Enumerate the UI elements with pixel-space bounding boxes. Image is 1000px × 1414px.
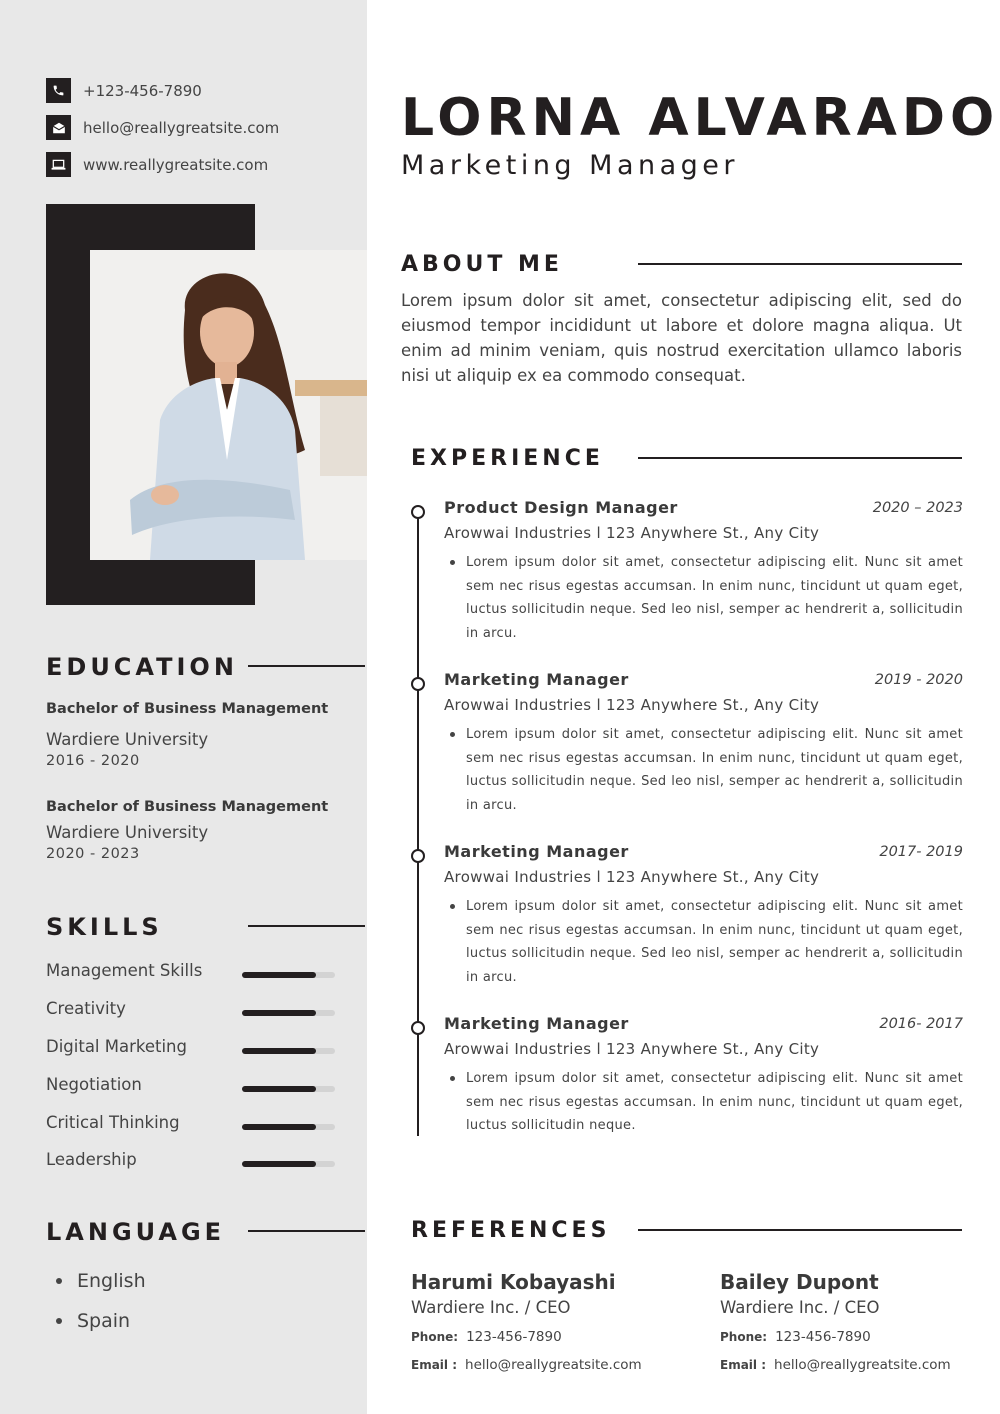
edu-school: Wardiere University xyxy=(46,823,209,842)
edu-school: Wardiere University xyxy=(46,730,209,749)
skill-row xyxy=(46,1113,336,1137)
reference-company: Wardiere Inc. / CEO xyxy=(720,1298,880,1317)
edu-degree: Bachelor of Business Management xyxy=(46,799,329,815)
reference-phone-row xyxy=(411,1329,661,1345)
language-item xyxy=(56,1310,130,1332)
skill-name: Negotiation xyxy=(46,1075,142,1094)
references-divider xyxy=(638,1229,962,1231)
email-label: Email : xyxy=(411,1358,458,1372)
skill-bar-fill xyxy=(242,1086,316,1092)
reference-email-row xyxy=(411,1357,661,1373)
phone-label: Phone: xyxy=(411,1330,459,1344)
job-company: Arowwai Industries l 123 Anywhere St., Any City xyxy=(444,696,820,714)
bullet-icon xyxy=(450,904,455,909)
contact-phone: +123-456-7890 xyxy=(83,81,202,100)
references-title: REFERENCES xyxy=(411,1218,611,1243)
job-description: Lorem ipsum dolor sit amet, consectetur adipiscing elit. Nunc sit amet sem nec risus egestas accumsan. In enim nunc, tincidunt ut quam eget, luctus sollicitudin neque. Sed leo nisl, semper ac hendrerit a, sollicitudin in arcu. xyxy=(466,555,963,641)
education-title: EDUCATION xyxy=(46,653,238,681)
about-text: Lorem ipsum dolor sit amet, consectetur adipiscing elit, sed do eiusmod tempor incididunt ut labore et dolore magna aliqua. Ut enim ad minim veniam, quis nostrud exercitation ullamco laboris nisi ut aliquip ex ea commodo consequat. xyxy=(401,291,962,385)
reference-card xyxy=(411,1270,661,1373)
job-company: Arowwai Industries l 123 Anywhere St., Any City xyxy=(444,868,820,886)
edu-years: 2016 - 2020 xyxy=(46,753,140,769)
mail-icon xyxy=(46,115,71,140)
experience-timeline xyxy=(417,511,419,1136)
reference-phone: 123-456-7890 xyxy=(775,1329,871,1345)
reference-email[interactable]: hello@reallygreatsite.com xyxy=(465,1357,642,1373)
experience-divider xyxy=(638,457,962,459)
education-divider xyxy=(248,665,365,667)
skill-bar-fill xyxy=(242,1048,316,1054)
reference-card xyxy=(720,1270,970,1373)
skill-row xyxy=(46,1037,336,1061)
candidate-name: LORNA ALVARADO xyxy=(401,88,1000,148)
timeline-dot-icon xyxy=(411,1021,425,1035)
phone-icon xyxy=(46,78,71,103)
skill-name: Management Skills xyxy=(46,961,203,980)
language-divider xyxy=(248,1230,365,1232)
about-title: ABOUT ME xyxy=(401,252,563,277)
job-description: Lorem ipsum dolor sit amet, consectetur adipiscing elit. Nunc sit amet sem nec risus egestas accumsan. In enim nunc, tincidunt ut quam eget, luctus sollicitudin neque. Sed leo nisl, semper ac hendrerit a, sollicitudin in arcu. xyxy=(466,727,963,813)
job-company: Arowwai Industries l 123 Anywhere St., Any City xyxy=(444,524,820,542)
reference-email-row xyxy=(720,1357,970,1373)
language-item xyxy=(56,1270,146,1292)
skill-bar-fill xyxy=(242,972,316,978)
bullet-icon xyxy=(450,560,455,565)
job-description: Lorem ipsum dolor sit amet, consectetur adipiscing elit. Nunc sit amet sem nec risus egestas accumsan. In enim nunc, tincidunt ut quam eget, luctus sollicitudin neque. Sed leo nisl, semper ac hendrerit a, sollicitudin in arcu. xyxy=(466,899,963,985)
reference-phone: 123-456-7890 xyxy=(466,1329,562,1345)
skill-row xyxy=(46,999,336,1023)
language-title: LANGUAGE xyxy=(46,1218,226,1246)
edu-years: 2020 - 2023 xyxy=(46,846,140,862)
skill-name: Critical Thinking xyxy=(46,1113,180,1132)
job-title: Marketing Manager xyxy=(444,842,629,861)
profile-photo xyxy=(90,250,367,560)
bullet-icon xyxy=(450,732,455,737)
timeline-dot-icon xyxy=(411,677,425,691)
reference-name: Harumi Kobayashi xyxy=(411,1270,616,1294)
skills-title: SKILLS xyxy=(46,913,163,941)
laptop-icon xyxy=(46,152,71,177)
phone-label: Phone: xyxy=(720,1330,768,1344)
job-date: 2020 – 2023 xyxy=(872,500,963,516)
skill-name: Leadership xyxy=(46,1150,137,1169)
contact-email-row[interactable] xyxy=(46,115,279,140)
job-date: 2017- 2019 xyxy=(879,844,963,860)
contact-phone-row[interactable] xyxy=(46,78,202,103)
reference-phone-row xyxy=(720,1329,970,1345)
job-date: 2016- 2017 xyxy=(879,1016,963,1032)
candidate-role: Marketing Manager xyxy=(401,150,739,181)
reference-email[interactable]: hello@reallygreatsite.com xyxy=(774,1357,951,1373)
email-label: Email : xyxy=(720,1358,767,1372)
reference-name: Bailey Dupont xyxy=(720,1270,879,1294)
timeline-dot-icon xyxy=(411,505,425,519)
skill-name: Digital Marketing xyxy=(46,1037,187,1056)
skill-row xyxy=(46,961,336,985)
skills-divider xyxy=(248,925,365,927)
bullet-icon xyxy=(56,1278,62,1284)
language-name: Spain xyxy=(77,1310,131,1332)
bullet-icon xyxy=(56,1318,62,1324)
job-company: Arowwai Industries l 123 Anywhere St., Any City xyxy=(444,1040,820,1058)
bullet-icon xyxy=(450,1076,455,1081)
skill-bar-fill xyxy=(242,1124,316,1130)
skill-bar-track xyxy=(242,1161,335,1167)
skill-bar-fill xyxy=(242,1161,316,1167)
experience-title: EXPERIENCE xyxy=(411,446,604,471)
job-title: Marketing Manager xyxy=(444,670,629,689)
skill-bar-fill xyxy=(242,1010,316,1016)
about-divider xyxy=(638,263,962,265)
skill-bar-track xyxy=(242,972,335,978)
job-title: Product Design Manager xyxy=(444,498,678,517)
reference-company: Wardiere Inc. / CEO xyxy=(411,1298,571,1317)
contact-email: hello@reallygreatsite.com xyxy=(83,118,280,137)
job-date: 2019 - 2020 xyxy=(874,672,963,688)
contact-website-row[interactable] xyxy=(46,152,268,177)
language-name: English xyxy=(77,1270,146,1292)
skill-bar-track xyxy=(242,1086,335,1092)
edu-degree: Bachelor of Business Management xyxy=(46,701,329,717)
skill-bar-track xyxy=(242,1048,335,1054)
skill-name: Creativity xyxy=(46,999,126,1018)
timeline-dot-icon xyxy=(411,849,425,863)
skill-row xyxy=(46,1075,336,1099)
skill-row xyxy=(46,1150,336,1174)
job-title: Marketing Manager xyxy=(444,1014,629,1033)
job-description: Lorem ipsum dolor sit amet, consectetur adipiscing elit. Nunc sit amet sem nec risus egestas accumsan. In enim nunc, tincidunt ut quam eget, luctus sollicitudin neque. xyxy=(466,1071,963,1133)
skill-bar-track xyxy=(242,1124,335,1130)
skill-bar-track xyxy=(242,1010,335,1016)
contact-website: www.reallygreatsite.com xyxy=(83,155,269,174)
